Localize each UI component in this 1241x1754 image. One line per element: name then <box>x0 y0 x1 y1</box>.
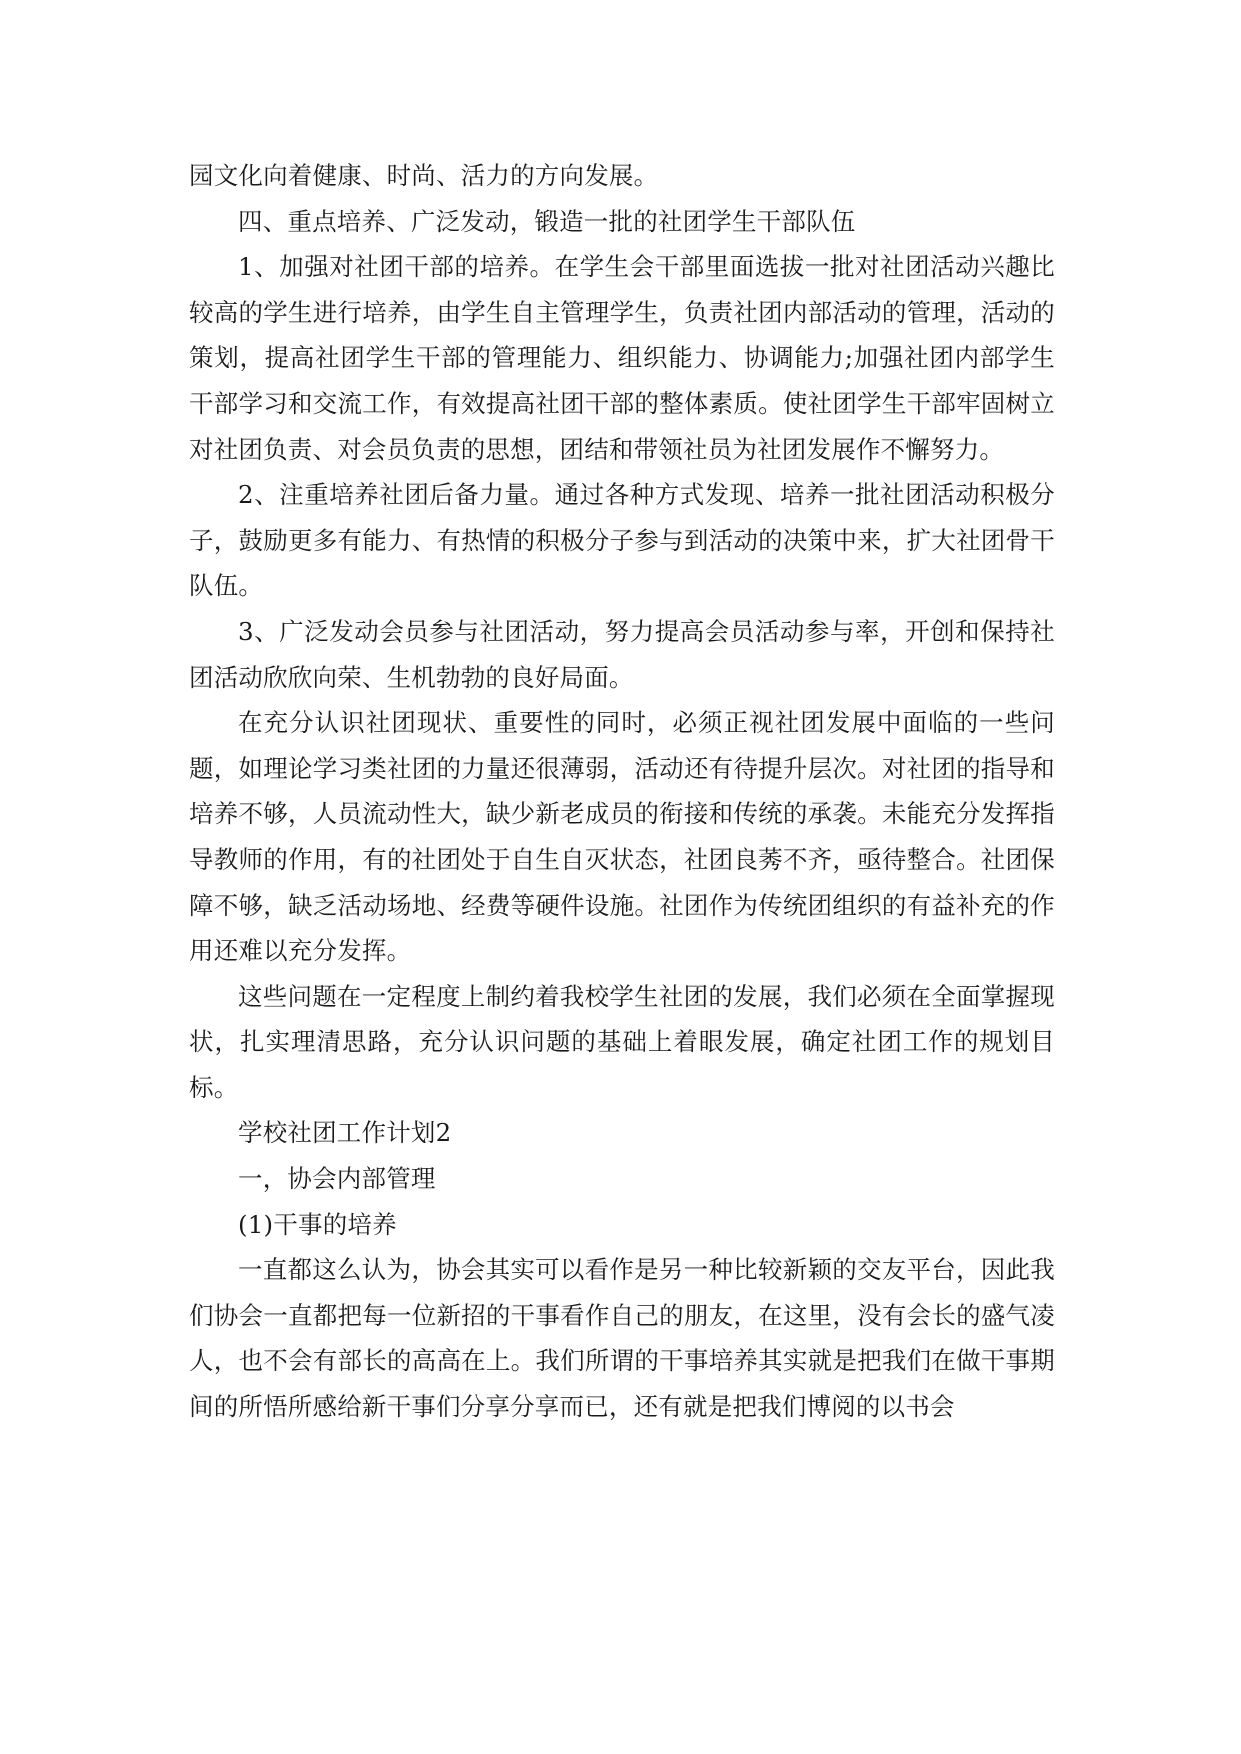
paragraph: 这些问题在一定程度上制约着我校学生社团的发展，我们必须在全面掌握现状，扎实理清思路，充分认识问题的基础上着眼发展，确定社团工作的规划目标。 <box>189 981 1055 1102</box>
paragraph: 在充分认识社团现状、重要性的同时，必须正视社团发展中面临的一些问题，如理论学习类社团的力量还很薄弱，活动还有待提升层次。对社团的指导和培养不够，人员流动性大，缺少新老成员的衔接和传统的承袭。未能充分发挥指导教师的作用，有的社团处于自生自灭状态，社团良莠不齐，亟待整合。社团保障不够，缺乏活动场地、经费等硬件设施。社团作为传统团组织的有益补充的作用还难以充分发挥。 <box>189 708 1055 966</box>
section-heading: 四、重点培养、广泛发动，锻造一批的社团学生干部队伍 <box>238 206 856 236</box>
document-body <box>189 153 1055 1430</box>
subsection-heading: (1)干事的培养 <box>238 1209 397 1239</box>
paragraph: 3、广泛发动会员参与社团活动，努力提高会员活动参与率，开创和保持社团活动欣欣向荣、生机勃勃的良好局面。 <box>189 616 1055 692</box>
section-heading: 一，协会内部管理 <box>238 1164 436 1194</box>
document-subtitle: 学校社团工作计划2 <box>238 1118 452 1148</box>
paragraph: 园文化向着健康、时尚、活力的方向发展。 <box>189 161 659 190</box>
paragraph: 1、加强对社团干部的培养。在学生会干部里面选拔一批对社团活动兴趣比较高的学生进行培养，由学生自主管理学生，负责社团内部活动的管理，活动的策划，提高社团学生干部的管理能力、组织能力、协调能力;加强社团内部学生干部学习和交流工作，有效提高社团干部的整体素质。使社团学生干部牢固树立对社团负责、对会员负责的思想，团结和带领社员为社团发展作不懈努力。 <box>189 252 1055 464</box>
paragraph: 2、注重培养社团后备力量。通过各种方式发现、培养一批社团活动积极分子，鼓励更多有能力、有热情的积极分子参与到活动的决策中来，扩大社团骨干队伍。 <box>189 480 1055 601</box>
paragraph: 一直都这么认为，协会其实可以看作是另一种比较新颖的交友平台，因此我们协会一直都把每一位新招的干事看作自己的朋友，在这里，没有会长的盛气凌人，也不会有部长的高高在上。我们所谓的干事培养其实就是把我们在做干事期间的所悟所感给新干事们分享分享而已，还有就是把我们博阅的以书会 <box>189 1255 1055 1422</box>
